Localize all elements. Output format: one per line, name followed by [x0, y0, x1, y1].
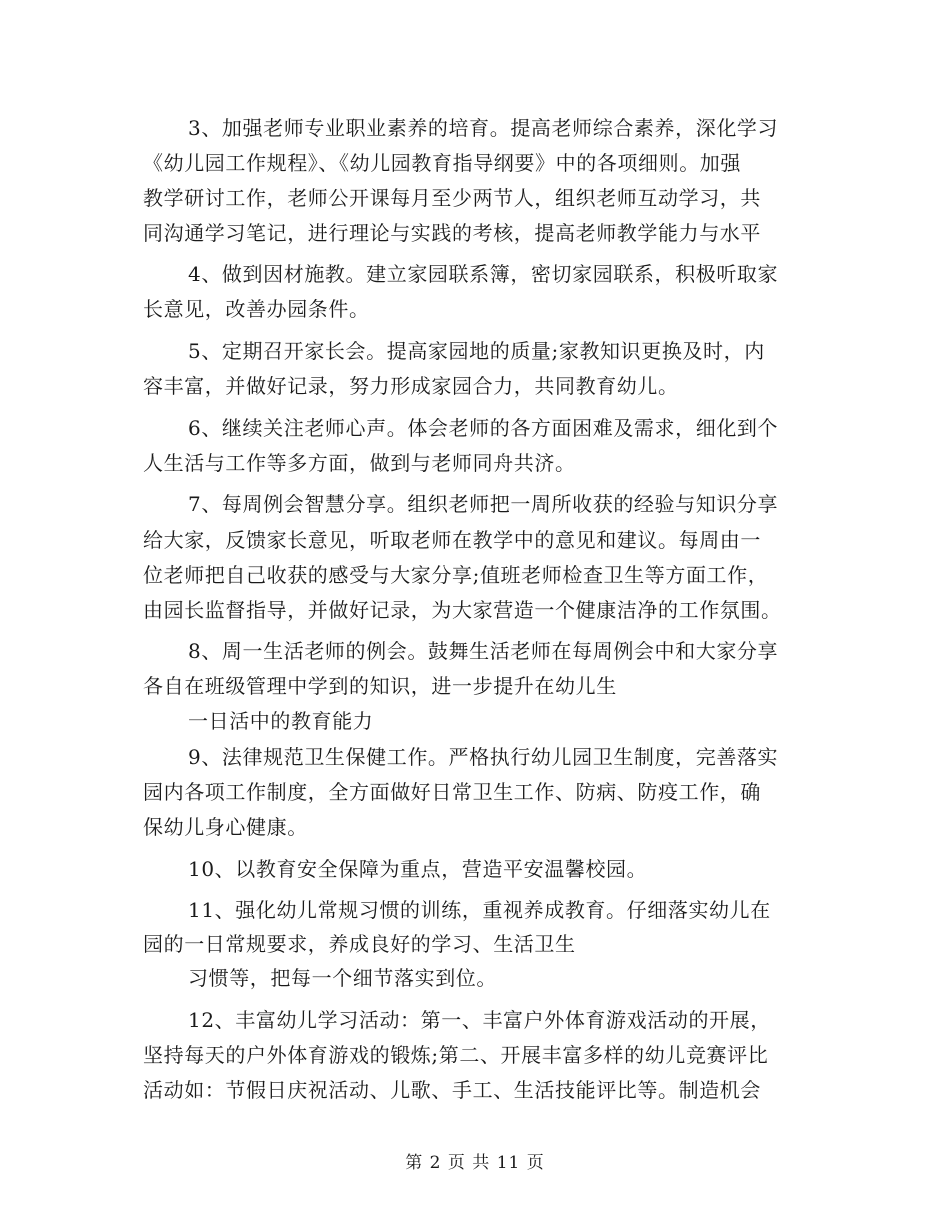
text-line: 一日活中的教育能力	[188, 709, 374, 733]
text-line: 11、强化幼儿常规习惯的训练，重视养成教育。仔细落实幼儿在	[188, 898, 771, 922]
text-line: 8、周一生活老师的例会。鼓舞生活老师在每周例会中和大家分享	[188, 639, 779, 663]
text-line: 10、以教育安全保障为重点，营造平安温馨校园。	[188, 857, 648, 881]
text-line: 7、每周例会智慧分享。组织老师把一周所收获的经验与知识分享	[188, 492, 779, 516]
text-line: 12、丰富幼儿学习活动：第一、丰富户外体育游戏活动的开展，	[188, 1008, 771, 1032]
text-line: 园的一日常规要求，养成良好的学习、生活卫生	[143, 932, 576, 956]
text-line: 同沟通学习笔记，进行理论与实践的考核，提高老师教学能力与水平	[143, 221, 761, 245]
text-line: 5、定期召开家长会。提高家园地的质量;家教知识更换及时，内	[188, 339, 765, 363]
text-line: 6、继续关注老师心声。体会老师的各方面困难及需求，细化到个	[188, 416, 779, 440]
page-number-footer: 第 2 页 共 11 页	[405, 1153, 545, 1173]
text-line: 给大家，反馈家长意见，听取老师在教学中的意见和建议。每周由一	[143, 528, 761, 552]
text-line: 4、做到因材施教。建立家园联系簿，密切家园联系，积极听取家	[188, 262, 779, 286]
text-line: 人生活与工作等多方面，做到与老师同舟共济。	[143, 451, 576, 475]
text-line: 各自在班级管理中学到的知识，进一步提升在幼儿生	[143, 674, 617, 698]
text-line: 由园长监督指导，并做好记录，为大家营造一个健康洁净的工作氛围。	[143, 598, 782, 622]
text-line: 保幼儿身心健康。	[143, 815, 308, 839]
text-line: 坚持每天的户外体育游戏的锻炼;第二、开展丰富多样的幼儿竞赛评比	[143, 1043, 769, 1067]
text-line: 3、加强老师专业职业素养的培育。提高老师综合素养，深化学习	[188, 116, 779, 140]
text-line: 园内各项工作制度，全方面做好日常卫生工作、防病、防疫工作，确	[143, 780, 761, 804]
text-line: 习惯等，把每一个细节落实到位。	[188, 966, 497, 990]
text-line: 活动如：节假日庆祝活动、儿歌、手工、生活技能评比等。制造机会	[143, 1078, 761, 1102]
text-line: 9、法律规范卫生保健工作。严格执行幼儿园卫生制度，完善落实	[188, 745, 779, 769]
text-line: 教学研讨工作，老师公开课每月至少两节人，组织老师互动学习，共	[143, 186, 761, 210]
text-line: 容丰富，并做好记录，努力形成家园合力，共同教育幼儿。	[143, 374, 679, 398]
text-line: 位老师把自己收获的感受与大家分享;值班老师检查卫生等方面工作，	[143, 563, 769, 587]
text-line: 《幼儿园工作规程》、《幼儿园教育指导纲要》中的各项细则。加强	[143, 151, 741, 175]
text-line: 长意见，改善办园条件。	[143, 297, 370, 321]
